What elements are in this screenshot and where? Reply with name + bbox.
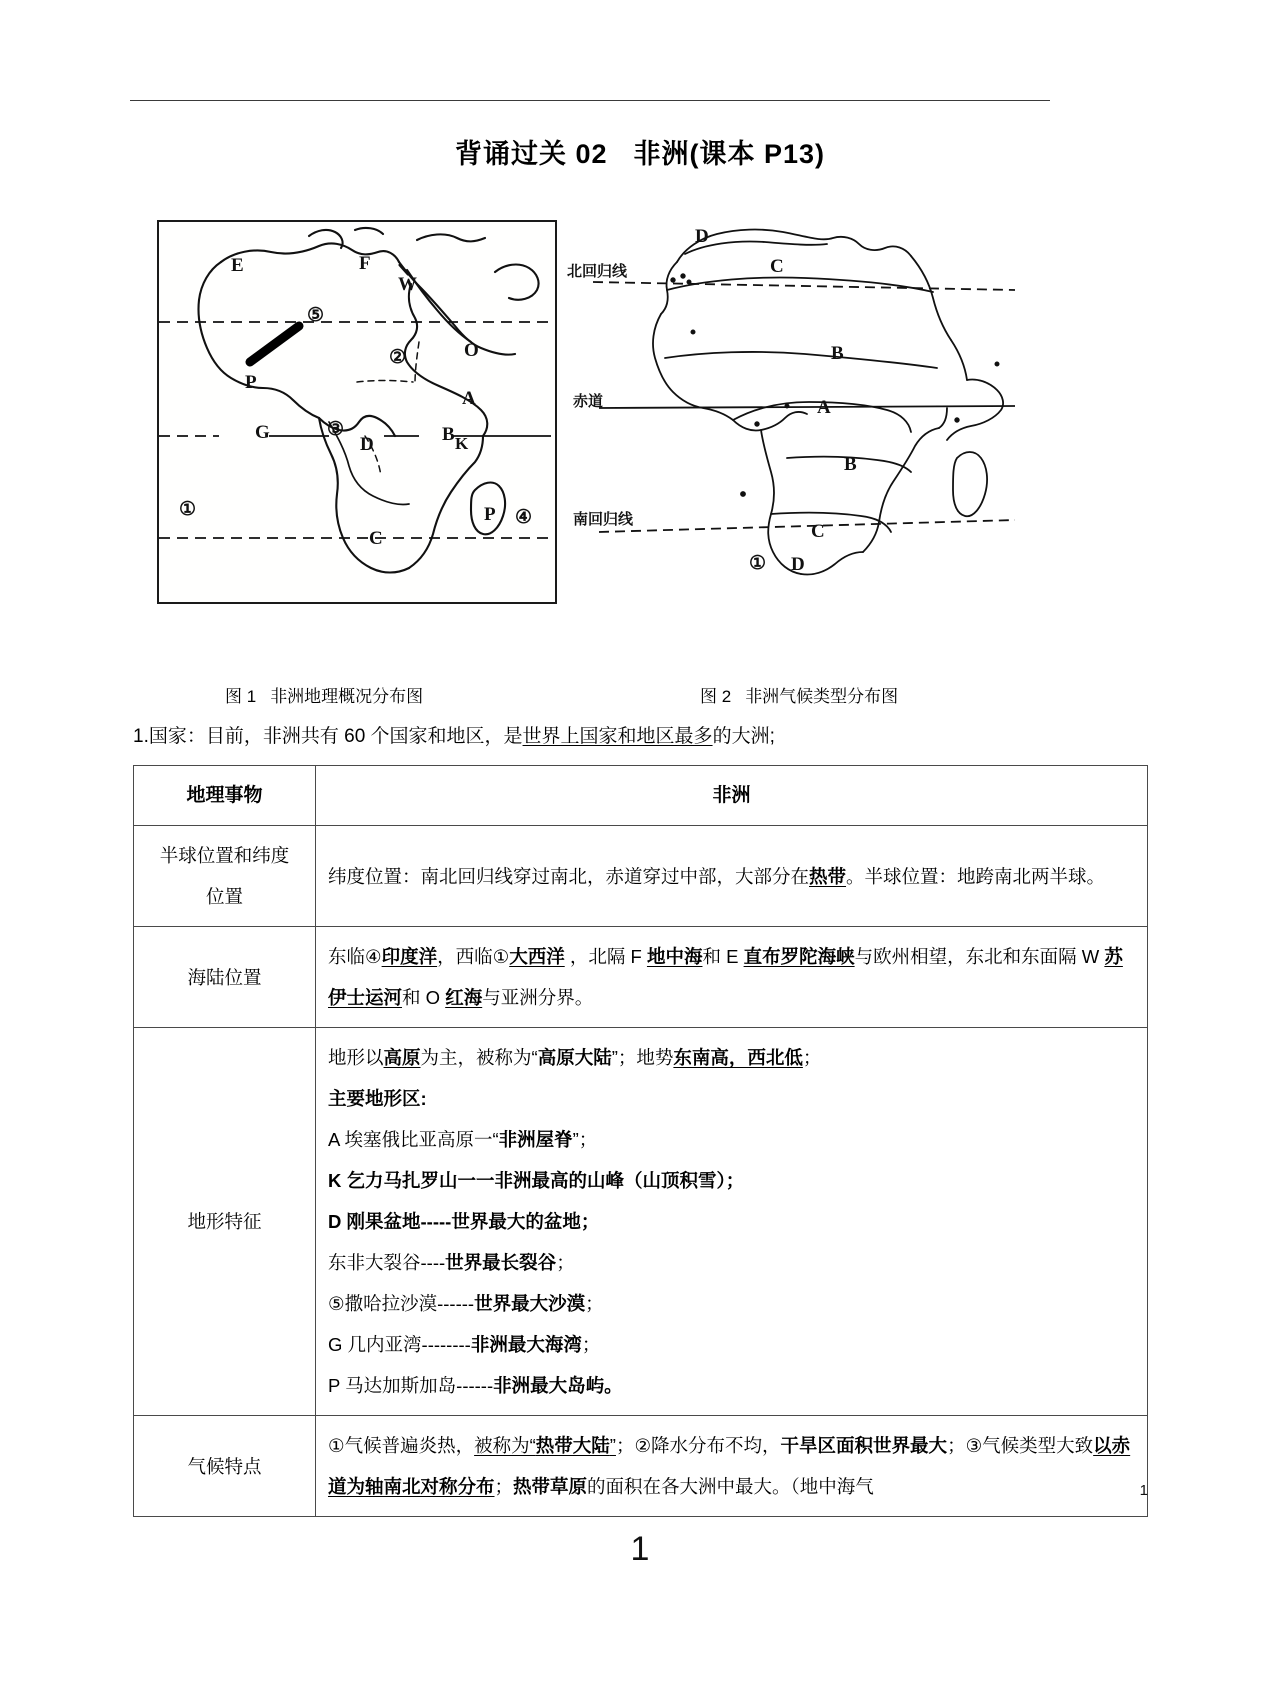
row-content-cell [316,1028,1148,1416]
fig1-label-P-west: P [245,372,257,393]
text-run: G 几内亚湾 [328,1334,422,1355]
content-paragraph [328,1425,1135,1507]
fig2-line-tropic-of-capricorn: 南回归线 [573,511,634,528]
fig2-label-C-north: C [770,256,784,277]
figure-1-drawing [159,222,551,598]
emphasis-bold: D 刚果盆地 [328,1211,421,1232]
text-run: 东临④ [328,946,382,967]
text-run: 和 O [402,987,446,1008]
country-line-suffix: 的大洲; [712,726,775,747]
row-content-cell [316,1416,1148,1517]
text-run: ； [556,1252,575,1273]
table-header-cell-category: 地理事物 [134,766,316,826]
row-label-line: 位置 [205,886,243,907]
emphasis-underline: 被称为“ [474,1435,536,1456]
fig1-label-P-madagascar: P [484,504,496,525]
emphasis-bold: 世界最大沙漠 [474,1293,586,1314]
fig1-label-C: C [369,528,383,549]
figure-captions [0,682,1280,716]
emphasis-underline: 苏伊士运河 [328,946,1123,1008]
content-paragraph [328,1365,1135,1406]
fig1-label-K: K [455,434,469,453]
figure-2-africa-climate-map [565,212,1015,604]
figure-1-africa-geography-map [157,220,557,604]
row-label-cell: 地形特征 [134,1028,316,1416]
text-run: 纬度位置：南北回归线穿过南北，赤道穿过中部，大部分在 [328,865,810,887]
emphasis-bold: 非洲最大岛屿。 [493,1375,623,1396]
emphasis-bold: 非洲最大海湾 [470,1334,582,1355]
text-run: ，西临① [437,946,510,967]
content-paragraph [328,856,1135,897]
text-run: ；③气候类型大致 [947,1435,1094,1456]
emphasis-bold: 世界最大的盆地； [451,1211,600,1232]
fig1-label-F: F [359,253,371,274]
content-paragraph [328,1119,1135,1160]
row-content-cell [316,927,1148,1028]
text-run: 与亚洲分界。 [482,987,594,1008]
emphasis-underline: 地中海 [646,946,703,967]
row-label-cell: 气候特点 [134,1416,316,1517]
fig2-label-A: A [817,397,831,418]
page-title-sub: 非洲(课本 P13) [633,139,826,169]
fig2-line-tropic-of-cancer: 北回归线 [567,263,628,280]
page-title [0,132,1280,171]
figure-2-caption [700,682,898,707]
fig1-label-circle-1: ① [179,499,197,520]
fig2-label-C-south: C [811,521,825,542]
country-summary-line [133,722,1143,752]
emphasis-bold: 非洲屋脊 [498,1129,573,1150]
emphasis-underline: 直布罗陀海峡 [743,946,855,967]
table-header-cell-africa: 非洲 [316,766,1148,826]
row-label-cell: 海陆位置 [134,927,316,1028]
text-run: ，北隔 F [564,946,647,967]
text-run: 和 E [702,946,744,967]
fig2-label-D-south: D [791,554,805,575]
page-number-large: 1 [630,1530,650,1568]
text-run: A 埃塞俄比亚高原一“ [328,1129,499,1150]
table-row [134,1028,1148,1416]
table-body [134,766,1148,1517]
emphasis-underline: 大西洋 [509,946,565,967]
fig2-line-equator: 赤道 [573,393,604,410]
figure-1-caption-number: 图 1 [225,687,257,706]
text-run: 为主，被称为“ [420,1047,538,1068]
table-row [134,1416,1148,1517]
table-row [134,927,1148,1028]
content-paragraph [328,1037,1135,1078]
africa-summary-table [133,765,1148,1517]
figure-1-caption-text: 非洲地理概况分布图 [270,687,424,706]
table-row [134,826,1148,927]
content-paragraph [328,1201,1135,1242]
text-run: 。半球位置：地跨南北两半球。 [846,865,1106,887]
fig1-label-E: E [231,255,244,276]
text-run: 与欧州相望，东北和东面隔 W [854,946,1105,967]
text-run: ------ [437,1293,475,1314]
fig1-label-D: D [360,434,374,455]
figures-region [0,212,1280,612]
text-run: ------ [456,1375,494,1396]
page-title-main: 背诵过关 02 [454,139,608,169]
content-paragraph [328,936,1135,1018]
content-paragraph [328,1324,1135,1365]
row-content-cell [316,826,1148,927]
country-line-prefix: 1.国家：目前，非洲共有 60 个国家和地区，是 [133,726,523,747]
figure-2-caption-number: 图 2 [700,687,732,706]
fig2-label-B-north: B [831,343,844,364]
fig2-label-D-north: D [695,226,709,247]
emphasis-underline: ” [609,1435,616,1456]
figure-1-caption [225,682,423,707]
country-line-underlined: 世界上国家和地区最多 [522,726,713,747]
text-run: ⑤撒哈拉沙漠 [328,1293,438,1314]
fig1-label-circle-2: ② [389,347,407,368]
text-run: ---- [420,1252,446,1273]
text-run: ①气候普遍炎热， [328,1435,475,1456]
fig1-label-G: G [255,422,270,443]
fig2-label-circle-1: ① [749,553,767,574]
emphasis-underline: 热带大陆 [535,1435,610,1456]
fig1-label-W: W [398,274,417,295]
emphasis-underline: 东南高，西北低 [673,1047,803,1068]
emphasis-bold: 热带草原 [513,1476,588,1497]
emphasis-underline: 以赤道为轴南北对称分布 [328,1435,1131,1497]
text-run: ”； [572,1129,598,1150]
emphasis-bold: 世界最长裂谷 [445,1252,557,1273]
content-paragraph [328,1242,1135,1283]
page-number-small: 1 [1139,1482,1148,1499]
content-paragraph [328,1283,1135,1324]
header-rule [130,100,1050,101]
emphasis-underline: 印度洋 [381,946,438,967]
row-label-cell [134,826,316,927]
emphasis-bold: 高原大陆 [537,1047,612,1068]
text-run: ； [585,1293,604,1314]
emphasis-bold: ----- [420,1211,452,1232]
text-run: ”；地势 [611,1047,674,1068]
fig1-label-B: B [442,424,455,445]
emphasis-bold: 非洲最高的山峰（山顶积雪）； [494,1170,745,1191]
text-run: 的面积在各大洲中最大。（地中海气 [587,1476,874,1497]
content-paragraph [328,1160,1135,1201]
row-label-line: 半球位置和纬度 [159,845,290,866]
fig1-label-circle-3: ③ [327,419,345,440]
emphasis-bold: 干旱区面积世界最大 [780,1435,948,1456]
fig1-label-A: A [462,388,476,409]
figure-2-drawing [565,212,1015,604]
text-run: 东非大裂谷 [328,1252,421,1273]
emphasis-underline: 红海 [445,987,483,1008]
fig1-label-O: O [464,340,479,361]
emphasis-underline: 高原 [383,1047,421,1068]
text-run: ； [802,1047,822,1068]
text-run: ；②降水分布不均， [615,1435,781,1456]
emphasis-underline: 热带 [809,865,847,887]
text-run: -------- [421,1334,471,1355]
figure-2-caption-text: 非洲气候类型分布图 [745,687,899,706]
emphasis-bold: 主要地形区: [328,1088,427,1109]
table-header-row [134,766,1148,826]
fig1-label-circle-4: ④ [515,507,533,528]
content-paragraph [328,1078,1135,1119]
text-run: 地形以 [328,1047,384,1068]
text-run: ； [494,1476,514,1497]
text-run: P 马达加斯加岛 [328,1375,457,1396]
emphasis-bold: K 乞力马扎罗山一一 [328,1170,495,1191]
fig1-label-circle-5: ⑤ [307,305,325,326]
text-run: ； [581,1334,601,1355]
fig2-label-B-south: B [844,454,857,475]
